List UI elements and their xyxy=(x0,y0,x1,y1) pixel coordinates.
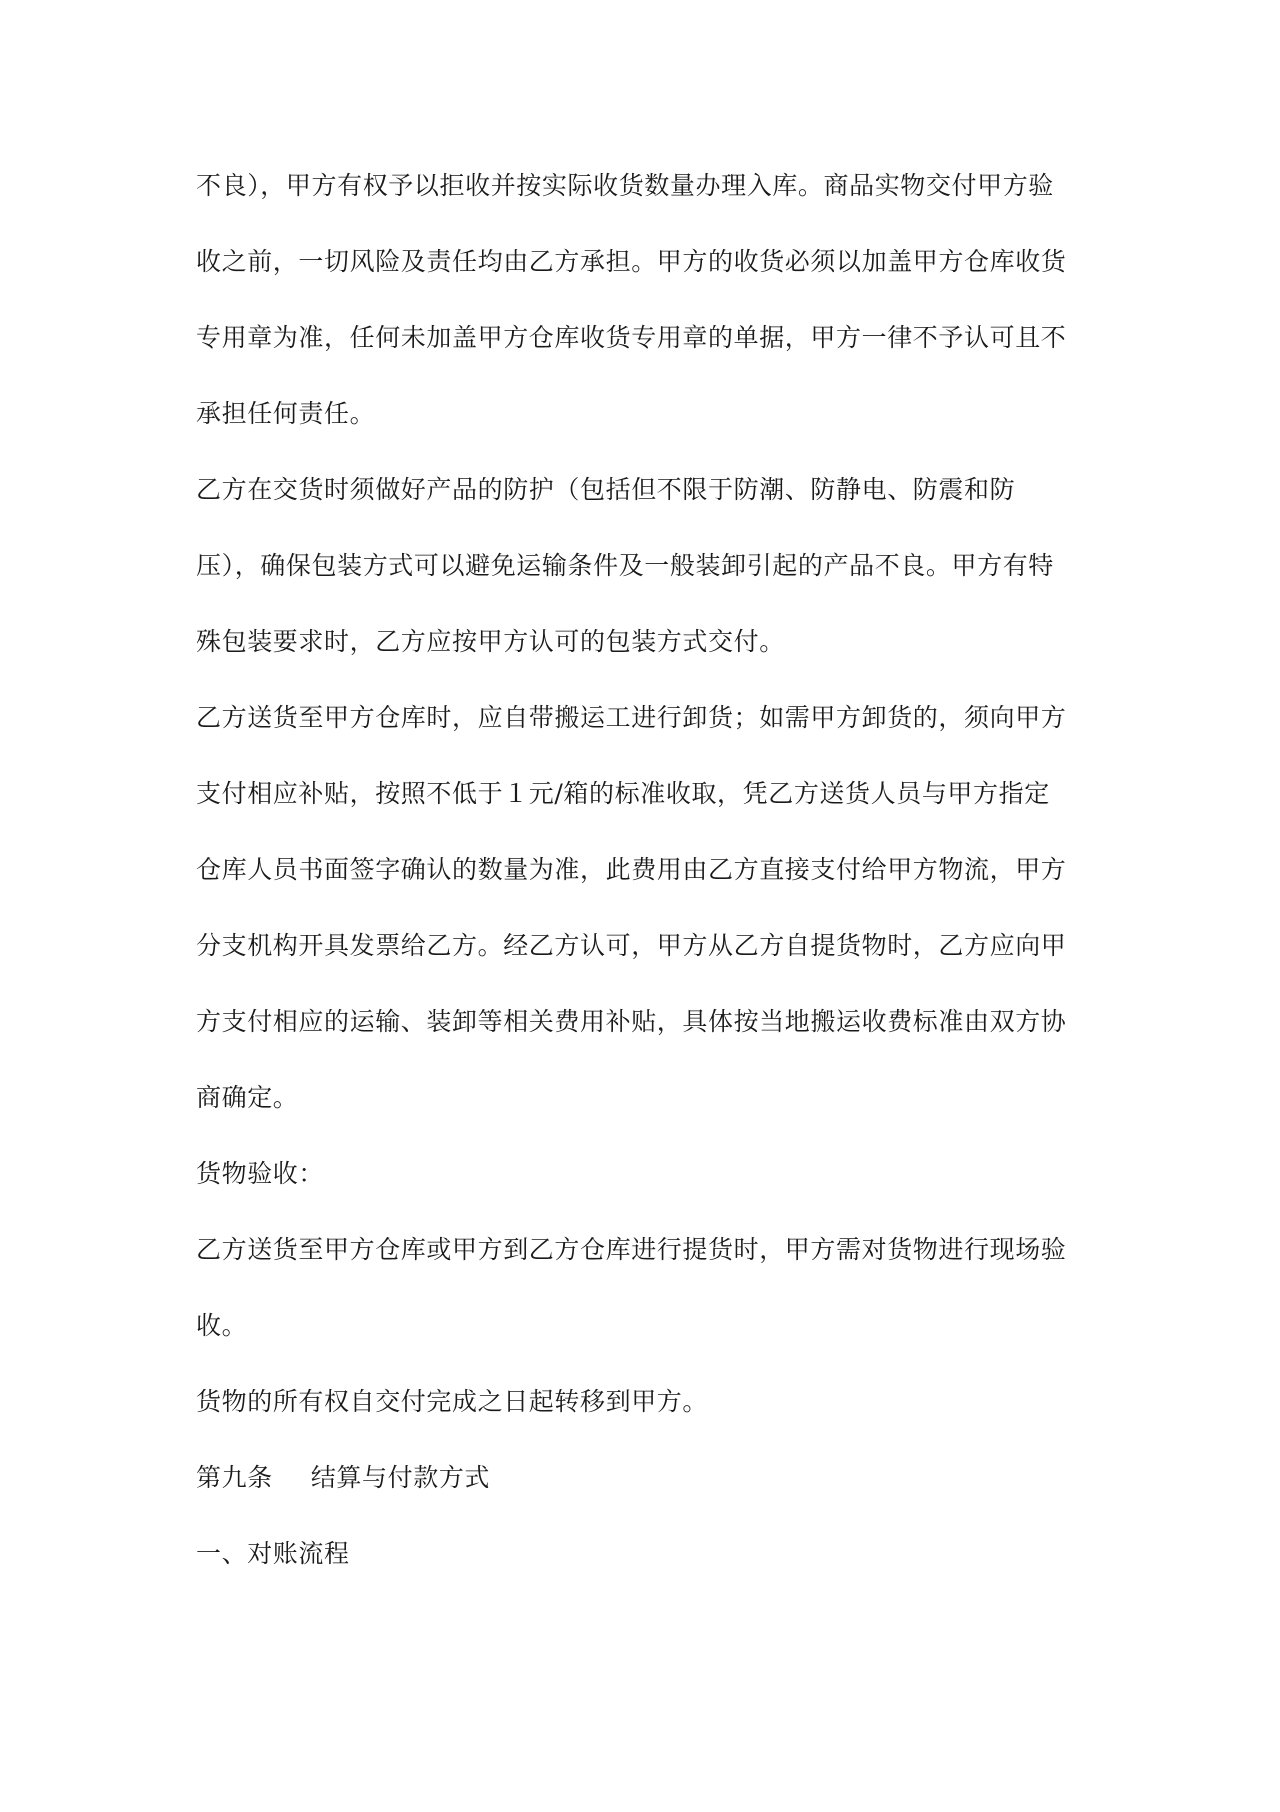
text-line: 收。 xyxy=(196,1311,248,1340)
subheading-goods-acceptance: 货物验收： xyxy=(196,1159,325,1188)
text-line: 仓库人员书面签字确认的数量为准，此费用由乙方直接支付给甲方物流，甲方 xyxy=(196,855,1067,884)
article-number: 第九条 xyxy=(196,1463,273,1492)
text-line: 乙方送货至甲方仓库或甲方到乙方仓库进行提货时，甲方需对货物进行现场验 xyxy=(196,1235,1067,1264)
text-line: 专用章为准，任何未加盖甲方仓库收货专用章的单据，甲方一律不予认可且不 xyxy=(196,323,1067,352)
text-line: 商确定。 xyxy=(196,1083,299,1112)
text-line: 货物的所有权自交付完成之日起转移到甲方。 xyxy=(196,1387,709,1416)
text-line: 不良），甲方有权予以拒收并按实际收货数量办理入库。商品实物交付甲方验 xyxy=(196,171,1054,200)
document-body xyxy=(196,148,1096,1592)
section-heading: 一、对账流程 xyxy=(196,1539,350,1568)
text-line: 承担任何责任。 xyxy=(196,399,376,428)
article-title: 结算与付款方式 xyxy=(310,1463,491,1492)
text-line: 支付相应补贴，按照不低于１元/箱的标准收取，凭乙方送货人员与甲方指定 xyxy=(196,779,1050,808)
text-line: 收之前，一切风险及责任均由乙方承担。甲方的收货必须以加盖甲方仓库收货 xyxy=(196,247,1067,276)
text-line: 殊包装要求时，乙方应按甲方认可的包装方式交付。 xyxy=(196,627,785,656)
article-heading xyxy=(196,1440,1096,1516)
text-line: 压），确保包装方式可以避免运输条件及一般装卸引起的产品不良。甲方有特 xyxy=(196,551,1054,580)
text-line: 乙方在交货时须做好产品的防护（包括但不限于防潮、防静电、防震和防 xyxy=(196,475,1016,504)
text-line: 分支机构开具发票给乙方。经乙方认可，甲方从乙方自提货物时，乙方应向甲 xyxy=(196,931,1067,960)
text-line: 乙方送货至甲方仓库时，应自带搬运工进行卸货；如需甲方卸货的，须向甲方 xyxy=(196,703,1067,732)
text-line: 方支付相应的运输、装卸等相关费用补贴，具体按当地搬运收费标准由双方协 xyxy=(196,1007,1067,1036)
